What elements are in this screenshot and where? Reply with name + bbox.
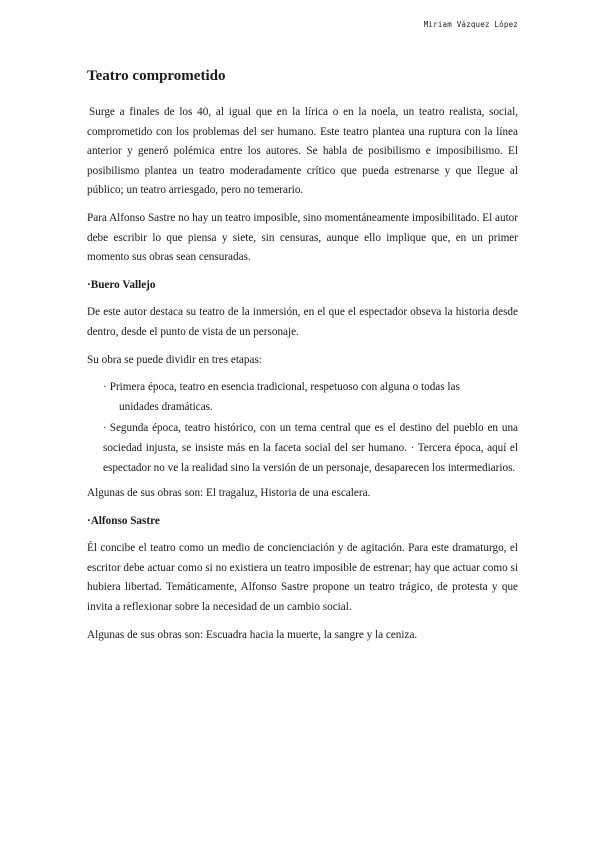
list-item	[103, 378, 518, 417]
sastre-body-paragraph: Él concibe el teatro como un medio de concienciación y de agitación. Para este dramaturgo, el escritor debe actuar como si no existiera un teatro imposible de estrenar; hay que actuar como si hubiera libertad. Temáticamente, Alfonso Sastre propone un teatro trágico, de protesta y que invita a reflexionar sobre la necesidad de un cambio social.	[87, 542, 518, 614]
list-item-text: Primera época, teatro en esencia tradicional, respetuoso con alguna o todas las	[109, 381, 460, 394]
page-title: Teatro comprometido	[87, 68, 226, 84]
bullet-icon: ·	[103, 381, 107, 394]
header-author: Miriam Vázquez López	[423, 20, 518, 29]
document-body	[87, 103, 518, 653]
list-item-text: Segunda época, teatro histórico, con un tema central que es el destino del pueblo en una sociedad injusta, se insiste más en la faceta social del ser humano. · Tercera época, aquí el espectador no ve la realidad sino la versión de un personaje, desaparecen los intermediarios.	[103, 422, 518, 474]
buero-intro-paragraph: De este autor destaca su teatro de la inmersión, en el que el espectador obseva la historia desde dentro, desde el punto de vista de un personaje.	[87, 306, 518, 338]
section-heading-alfonso-sastre: ·Alfonso Sastre	[87, 514, 160, 527]
list-item-text-continuation: unidades dramáticas.	[119, 400, 213, 413]
intro-paragraph: Surge a finales de los 40, al igual que en la lírica o en la noela, un teatro realista, social, comprometido con los problemas del ser humano. Este teatro plantea una ruptura con la línea anterior y generó polémica entre los autores. Se habla de posibilismo e imposibilismo. El posibilismo plantea un teatro moderadamente crítico que pueda estrenarse y que llegue al público; un teatro arriesgado, pero no temerario.	[87, 106, 518, 197]
sastre-intro-paragraph: Para Alfonso Sastre no hay un teatro imposible, sino momentáneamente imposibilitado. El autor debe escribir lo que piensa y siete, sin censuras, aunque ello implique que, en un primer momento sus obras sean censuradas.	[87, 211, 518, 264]
buero-stages-intro: Su obra se puede dividir en tres etapas:	[87, 353, 262, 366]
list-item	[103, 419, 518, 478]
sastre-works: Algunas de sus obras son: Escuadra hacia la muerte, la sangre y la ceniza.	[87, 628, 418, 641]
section-heading-buero-vallejo: ·Buero Vallejo	[87, 278, 156, 291]
buero-works: Algunas de sus obras son: El tragaluz, Historia de una escalera.	[87, 487, 371, 500]
stages-list	[87, 378, 518, 478]
bullet-icon: ·	[103, 422, 107, 435]
